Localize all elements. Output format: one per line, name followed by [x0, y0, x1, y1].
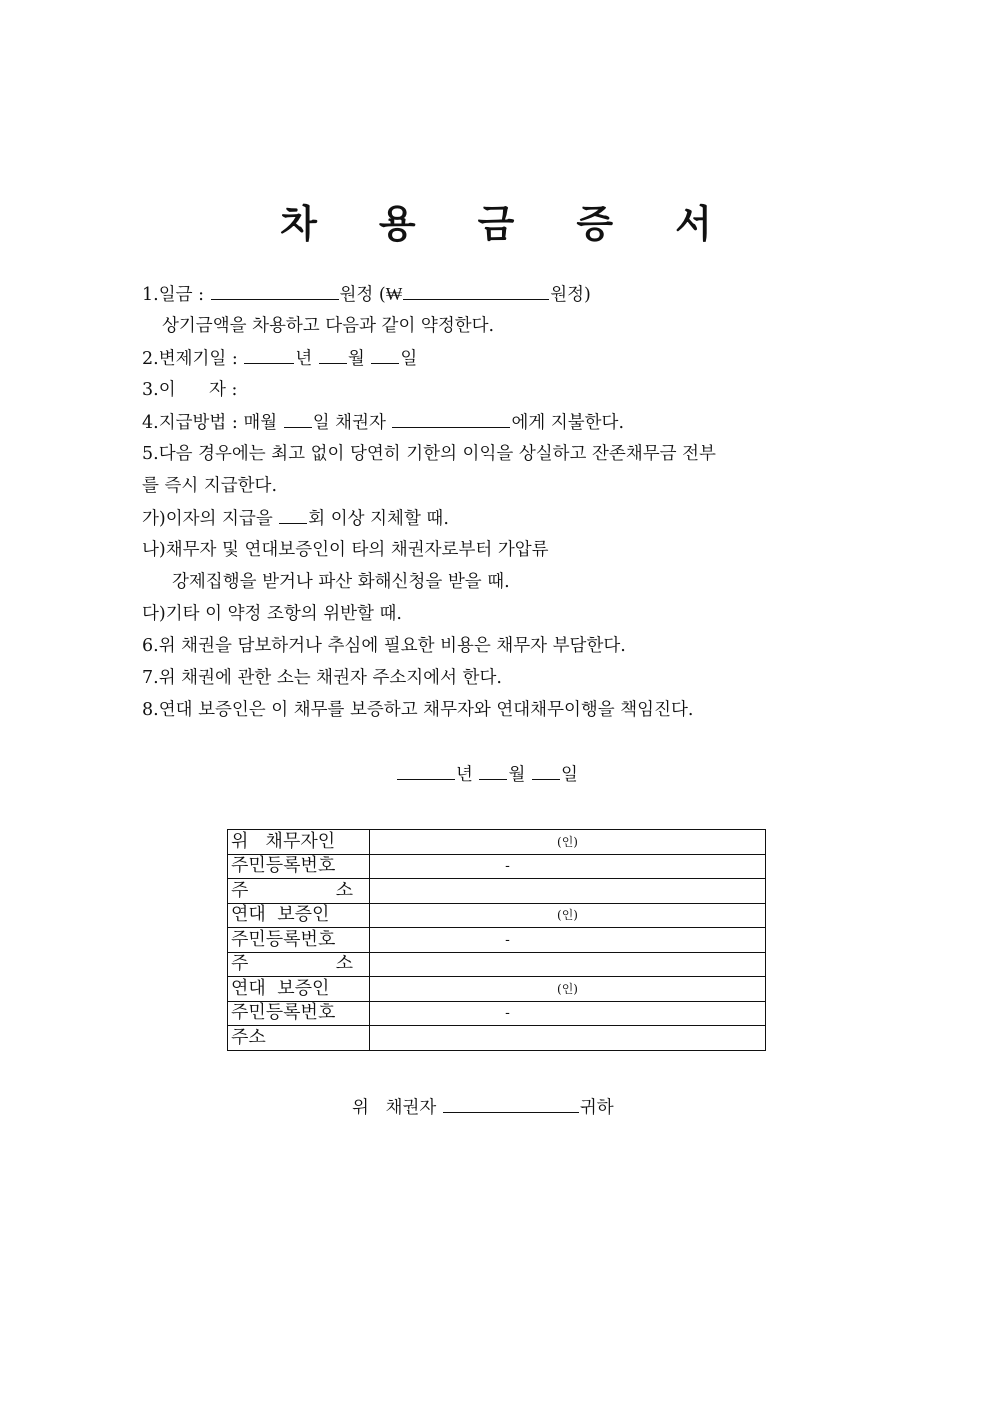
table-row: [228, 928, 766, 953]
debtor-label: 위 채무자인: [228, 830, 370, 855]
clause-1-end: 원정): [550, 285, 591, 305]
debtor-id-label: 주민등록번호: [228, 854, 370, 879]
month-label: 월: [347, 349, 365, 369]
guarantor-1-id-label: 주민등록번호: [228, 928, 370, 953]
creditor-blank[interactable]: [392, 411, 510, 428]
repay-day-blank[interactable]: [371, 347, 399, 364]
amount-blank[interactable]: [211, 283, 339, 300]
clause-da: 다)기타 이 약정 조항의 위반할 때.: [142, 604, 402, 624]
table-row: [228, 977, 766, 1002]
address-char: 주: [231, 953, 249, 975]
year-label: 년: [295, 349, 313, 369]
guarantor-1-address-label: [228, 952, 370, 977]
clause-2: [142, 347, 417, 370]
clause-ga: [142, 507, 449, 530]
amount-number-blank[interactable]: [403, 283, 549, 300]
clause-ga-label: 가)이자의 지급을: [142, 509, 279, 529]
table-row: [228, 952, 766, 977]
table-row: [228, 1026, 766, 1051]
clause-4: [142, 411, 624, 434]
debtor-seal[interactable]: (인): [370, 830, 766, 855]
debtor-address-field[interactable]: [370, 879, 766, 904]
clause-ga-end: 회 이상 지체할 때.: [308, 509, 449, 529]
clause-1-note: 상기금액을 차용하고 다음과 같이 약정한다.: [162, 316, 495, 336]
title-char: 금: [477, 201, 515, 246]
overdue-count-blank[interactable]: [279, 507, 307, 524]
contract-month-blank[interactable]: [479, 763, 507, 780]
guarantor-2-address-label: 주소: [228, 1026, 370, 1051]
clause-na-line-2: 강제집행을 받거나 파산 화해신청을 받을 때.: [172, 572, 510, 592]
clause-1-label: 1.일금 :: [142, 285, 210, 305]
title-char: 용: [378, 201, 416, 246]
year-label: 년: [456, 765, 473, 785]
title-char: 차: [280, 201, 317, 246]
guarantor-1-seal[interactable]: (인): [370, 903, 766, 928]
day-label: 일: [400, 349, 418, 369]
clause-2-label: 2.변제기일 :: [142, 349, 244, 369]
table-row: [228, 903, 766, 928]
signature-table: [227, 829, 766, 1051]
clause-6: 6.위 채권을 담보하거나 추심에 필요한 비용은 채무자 부담한다.: [142, 636, 626, 656]
table-row: [228, 879, 766, 904]
clause-4-end: 에게 지불한다.: [511, 413, 625, 433]
addressee-prefix: 위 채권자: [352, 1098, 442, 1118]
clause-7: 7.위 채권에 관한 소는 채권자 주소지에서 한다.: [142, 668, 502, 688]
contract-day-blank[interactable]: [532, 763, 560, 780]
title-char: 서: [675, 201, 712, 246]
contract-date: [396, 763, 578, 786]
guarantor-2-seal[interactable]: (인): [370, 977, 766, 1002]
guarantor-2-id-field[interactable]: -: [370, 1001, 766, 1026]
repay-month-blank[interactable]: [319, 347, 347, 364]
title-char: 증: [576, 201, 614, 246]
table-row: [228, 854, 766, 879]
table-row: [228, 1001, 766, 1026]
document-title: [0, 193, 992, 248]
guarantor-1-address-field[interactable]: [370, 952, 766, 977]
guarantor-2-id-label: 주민등록번호: [228, 1001, 370, 1026]
addressee-line: [352, 1096, 614, 1119]
debtor-address-label: [228, 879, 370, 904]
clause-1: [142, 283, 591, 306]
guarantor-2-label: 연대 보증인: [228, 977, 370, 1002]
guarantor-2-address-field[interactable]: [370, 1026, 766, 1051]
clause-1-won: 원정 (₩: [339, 285, 403, 305]
repay-year-blank[interactable]: [244, 347, 294, 364]
clause-5-line-1: 5.다음 경우에는 최고 없이 당연히 기한의 이익을 상실하고 잔존채무금 전부: [142, 444, 716, 464]
address-char: 소: [335, 879, 353, 901]
addressee-suffix: 귀하: [579, 1098, 614, 1118]
day-label: 일: [560, 765, 578, 785]
clause-na-line-1: 나)채무자 및 연대보증인이 타의 채권자로부터 가압류: [142, 540, 549, 560]
pay-day-blank[interactable]: [284, 411, 312, 428]
creditor-name-blank[interactable]: [443, 1096, 579, 1113]
address-char: 소: [335, 953, 353, 975]
guarantor-1-label: 연대 보증인: [228, 903, 370, 928]
clause-4-label: 4.지급방법 : 매월: [142, 413, 283, 433]
clause-4-mid: 일 채권자: [312, 413, 392, 433]
address-char: 주: [231, 879, 249, 901]
debtor-id-field[interactable]: -: [370, 854, 766, 879]
clause-5-line-2: 를 즉시 지급한다.: [142, 476, 278, 496]
guarantor-1-id-field[interactable]: -: [370, 928, 766, 953]
month-label: 월: [508, 765, 526, 785]
clause-8: 8.연대 보증인은 이 채무를 보증하고 채무자와 연대채무이행을 책임진다.: [142, 700, 694, 720]
clause-3: 3.이 자 :: [142, 380, 238, 400]
contract-year-blank[interactable]: [397, 763, 455, 780]
table-row: [228, 830, 766, 855]
